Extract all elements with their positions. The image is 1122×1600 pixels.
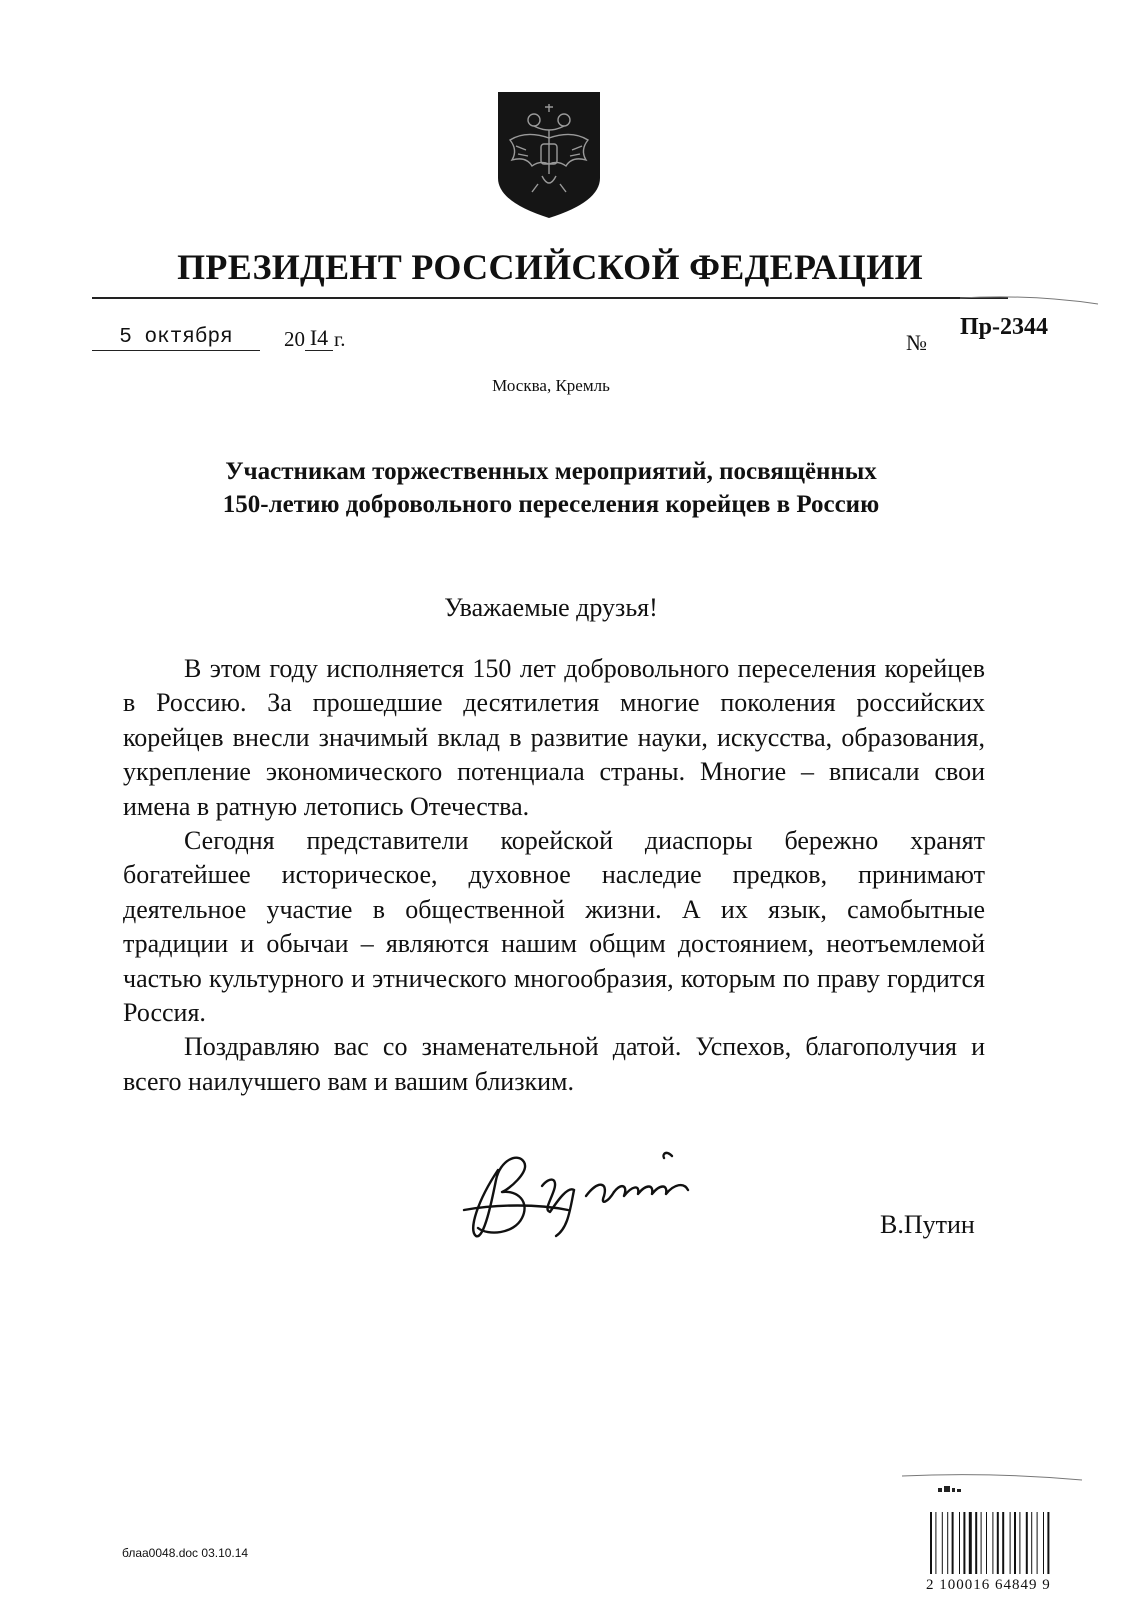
barcode-bar <box>981 1512 982 1574</box>
barcode-bar <box>1014 1512 1016 1574</box>
barcode-bar <box>969 1512 972 1574</box>
paragraph: В этом году исполняется 150 лет добровольного переселения корейцев в Россию. За прошедшие десятилетия многие поколения российских корейцев внесли значимый вклад в развитие науки, искусства, образования, укрепление экономического потенциала страны. Многие – вписали свои имена в ратную летопись Отечества. <box>123 654 985 821</box>
paragraph: Поздравляю вас со знаменательной датой. Успехов, благополучия и всего наилучшего вам и вашим близким. <box>123 1032 985 1096</box>
salutation: Уважаемые друзья! <box>444 593 658 622</box>
barcode-bar <box>1010 1512 1011 1574</box>
date-line <box>92 326 392 356</box>
barcode-bar <box>1047 1512 1049 1574</box>
barcode-bar <box>1026 1512 1028 1574</box>
state-emblem-icon <box>496 90 602 220</box>
barcode-bar <box>986 1512 987 1574</box>
file-reference: блаа0048.doc 03.10.14 <box>122 1546 249 1560</box>
barcode-bar <box>1019 1512 1020 1574</box>
barcode-bar <box>935 1512 936 1574</box>
barcode-bar <box>930 1512 932 1574</box>
document-number: Пр-2344 <box>960 314 1049 340</box>
subject-line-2: 150-летию добровольного переселения корейцев в Россию <box>222 491 880 518</box>
date-day-month: 5 октября <box>92 326 260 351</box>
barcode-bar <box>963 1512 965 1574</box>
date-year-prefix: 20 <box>284 327 305 351</box>
subject <box>120 455 982 521</box>
header-rule <box>92 297 1008 299</box>
number-label: № <box>906 330 927 355</box>
barcode-bar <box>975 1512 977 1574</box>
barcode-bar <box>1037 1512 1038 1574</box>
barcode-icon <box>902 1472 1092 1592</box>
barcode-bar <box>952 1512 954 1574</box>
subject-line-1: Участникам торжественных мероприятий, посвящённых <box>225 458 877 485</box>
barcode-bar <box>947 1512 948 1574</box>
barcode-bar <box>997 1512 999 1574</box>
barcode-bar <box>1031 1512 1032 1574</box>
barcode-bar <box>1043 1512 1044 1574</box>
barcode-bar <box>992 1512 993 1574</box>
header-rule-tail <box>960 296 1100 306</box>
barcode-number: 2 100016 64849 9 <box>926 1577 1051 1593</box>
org-title: ПРЕЗИДЕНТ РОССИЙСКОЙ ФЕДЕРАЦИИ <box>177 247 923 287</box>
barcode-bar <box>959 1512 960 1574</box>
date-year-g: г. <box>334 327 346 351</box>
place: Москва, Кремль <box>492 376 610 395</box>
signer-name: В.Путин <box>880 1210 975 1239</box>
barcode-bar <box>1002 1512 1004 1574</box>
barcode-bar <box>942 1512 943 1574</box>
date-year-suffix: I4 <box>305 326 333 351</box>
handwritten-signature <box>458 1140 788 1250</box>
paragraph: Сегодня представители корейской диаспоры бережно хранят богатейшее историческое, духовное наследие предков, принимают деятельное участие в общественной жизни. А их язык, самобытные традиции и обычаи – являются нашим общим достоянием, неотъемлемой частью культурного и этнического многообразия, которым по праву гордится Россия. <box>123 826 985 1028</box>
letter-body <box>123 652 985 1099</box>
